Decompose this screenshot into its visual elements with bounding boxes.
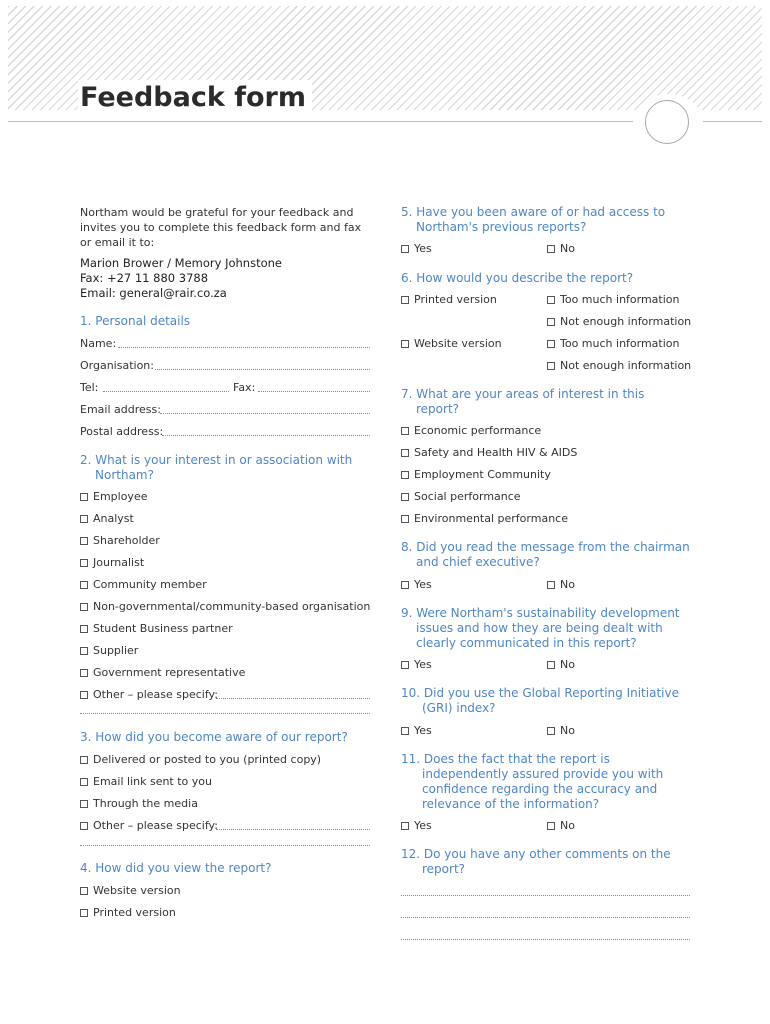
checkbox[interactable] [547,318,555,326]
q3-option-email-link[interactable]: Email link sent to you [80,775,212,789]
q9-yes[interactable]: Yes [401,658,432,672]
q12-comment-line-1[interactable] [401,895,690,896]
q2-option-analyst[interactable]: Analyst [80,512,134,526]
q7-title-line2: report? [416,402,460,416]
q12-title-line1: 12. Do you have any other comments on the [401,847,671,861]
checkbox[interactable] [547,661,555,669]
q3-other-field-line2[interactable] [80,845,370,846]
checkbox[interactable] [401,727,409,735]
checkbox[interactable] [80,559,88,567]
checkbox[interactable] [80,778,88,786]
page-title: Feedback form [80,82,306,113]
checkbox[interactable] [80,493,88,501]
fax-field[interactable] [258,391,370,392]
checkbox[interactable] [547,727,555,735]
checkbox[interactable] [80,515,88,523]
q4-option-printed[interactable]: Printed version [80,906,176,920]
q12-comment-line-2[interactable] [401,917,690,918]
q7-title-line1: 7. What are your areas of interest in this [401,387,645,401]
q3-option-other[interactable]: Other – please specify: [80,819,218,833]
q6-website-not-enough[interactable]: Not enough information [547,359,691,373]
q2-title-line1: 2. What is your interest in or association with [80,453,353,467]
q9-title-line1: 9. Were Northam's sustainability development [401,606,680,620]
checkbox[interactable] [80,625,88,633]
checkbox[interactable] [547,581,555,589]
checkbox[interactable] [80,909,88,917]
q3-option-delivered[interactable]: Delivered or posted to you (printed copy) [80,753,321,767]
checkbox[interactable] [80,887,88,895]
checkbox[interactable] [80,581,88,589]
q6-website-version[interactable]: Website version [401,337,502,351]
q2-option-other[interactable]: Other – please specify: [80,688,218,702]
q11-title-line2: independently assured provide you with [422,767,664,781]
q9-no[interactable]: No [547,658,575,672]
q6-printed-not-enough[interactable]: Not enough information [547,315,691,329]
checkbox[interactable] [547,822,555,830]
q10-title-line1: 10. Did you use the Global Reporting Initiative [401,686,679,700]
checkbox[interactable] [80,603,88,611]
q3-title: 3. How did you become aware of our report? [80,730,348,744]
q5-yes[interactable]: Yes [401,242,432,256]
q6-website-too-much[interactable]: Too much information [547,337,680,351]
q5-title-line2: Northam's previous reports? [416,220,587,234]
q11-title-line1: 11. Does the fact that the report is [401,752,610,766]
checkbox[interactable] [547,340,555,348]
q8-title-line1: 8. Did you read the message from the chairman [401,540,690,554]
q9-title-line3: clearly communicated in this report? [416,636,637,650]
q2-option-government-representative[interactable]: Government representative [80,666,245,680]
contact-names: Marion Brower / Memory Johnstone [80,256,282,270]
checkbox[interactable] [547,245,555,253]
q1-title: 1. Personal details [80,314,191,328]
checkbox[interactable] [547,296,555,304]
q10-title-line2: (GRI) index? [422,701,496,715]
q7-option-safety-health[interactable]: Safety and Health HIV & AIDS [401,446,577,460]
checkbox[interactable] [401,449,409,457]
organisation-field[interactable] [155,369,370,370]
checkbox[interactable] [80,800,88,808]
q2-option-shareholder[interactable]: Shareholder [80,534,160,548]
q7-option-employment-community[interactable]: Employment Community [401,468,551,482]
q10-no[interactable]: No [547,724,575,738]
q2-option-supplier[interactable]: Supplier [80,644,138,658]
checkbox[interactable] [401,493,409,501]
q6-printed-too-much[interactable]: Too much information [547,293,680,307]
q2-option-journalist[interactable]: Journalist [80,556,144,570]
q2-other-field-line2[interactable] [80,713,370,714]
q3-other-field[interactable] [216,829,370,830]
q6-title: 6. How would you describe the report? [401,271,634,285]
q11-yes[interactable]: Yes [401,819,432,833]
q7-option-environmental[interactable]: Environmental performance [401,512,568,526]
q7-option-economic[interactable]: Economic performance [401,424,541,438]
q12-comment-line-3[interactable] [401,939,690,940]
checkbox[interactable] [80,669,88,677]
email-address-label: Email address: [80,403,161,416]
postal-address-field[interactable] [162,435,370,436]
contact-email: Email: general@rair.co.za [80,286,227,300]
q11-no[interactable]: No [547,819,575,833]
q4-title: 4. How did you view the report? [80,861,272,875]
q2-other-field[interactable] [216,698,370,699]
q3-option-media[interactable]: Through the media [80,797,198,811]
q8-title-line2: and chief executive? [416,555,540,569]
q8-no[interactable]: No [547,578,575,592]
q2-option-employee[interactable]: Employee [80,490,147,504]
q2-option-student-business-partner[interactable]: Student Business partner [80,622,233,636]
q2-title-line2: Northam? [95,468,154,482]
checkbox[interactable] [401,296,409,304]
email-address-field[interactable] [160,413,370,414]
checkbox[interactable] [80,537,88,545]
q9-title-line2: issues and how they are being dealt with [416,621,663,635]
checkbox[interactable] [401,661,409,669]
postal-address-label: Postal address: [80,425,164,438]
q5-title-line1: 5. Have you been aware of or had access to [401,205,666,219]
checkbox[interactable] [401,471,409,479]
organisation-label: Organisation: [80,359,154,372]
circle-ornament [645,100,689,144]
q7-option-social[interactable]: Social performance [401,490,521,504]
q12-title-line2: report? [422,862,466,876]
q6-printed-version[interactable]: Printed version [401,293,497,307]
tel-field[interactable] [103,391,229,392]
q11-title-line4: relevance of the information? [422,797,600,811]
checkbox[interactable] [401,427,409,435]
q5-no[interactable]: No [547,242,575,256]
checkbox[interactable] [401,340,409,348]
title-block [78,80,312,116]
fax-label: Fax: [233,381,256,394]
q2-option-ngo[interactable]: Non-governmental/community-based organisation [80,600,370,614]
checkbox[interactable] [80,691,88,699]
checkbox[interactable] [401,515,409,523]
checkbox[interactable] [401,822,409,830]
q8-yes[interactable]: Yes [401,578,432,592]
name-field[interactable] [118,347,370,348]
q10-yes[interactable]: Yes [401,724,432,738]
contact-fax: Fax: +27 11 880 3788 [80,271,209,285]
q11-title-line3: confidence regarding the accuracy and [422,782,658,796]
checkbox[interactable] [80,756,88,764]
checkbox[interactable] [80,647,88,655]
tel-label: Tel: [80,381,99,394]
name-label: Name: [80,337,117,350]
checkbox[interactable] [401,245,409,253]
checkbox[interactable] [547,362,555,370]
checkbox[interactable] [80,822,88,830]
checkbox[interactable] [401,581,409,589]
intro-text: Northam would be grateful for your feedback and invites you to complete this feedback form and fax or email it to: [80,206,362,249]
q2-option-community-member[interactable]: Community member [80,578,207,592]
q4-option-website[interactable]: Website version [80,884,181,898]
